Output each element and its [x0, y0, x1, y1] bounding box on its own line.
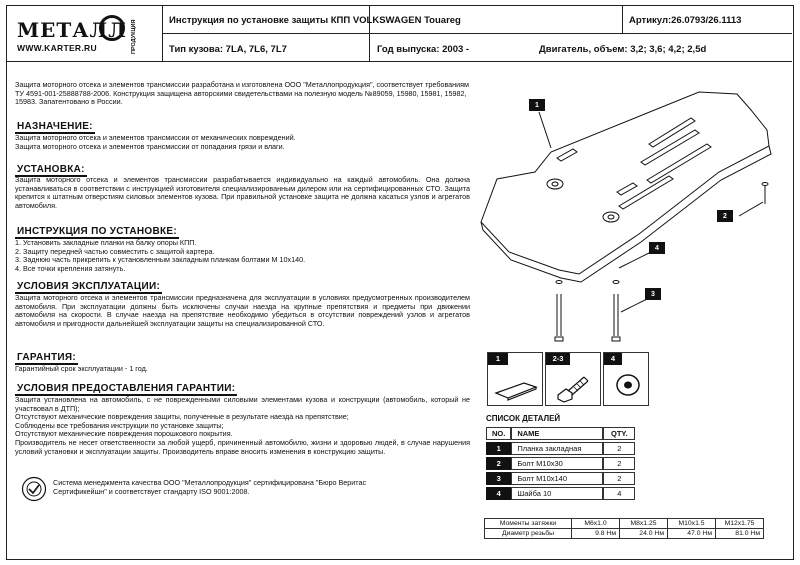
- certification-line: Система менеджмента качества ООО "Металлопродукция" сертифицирована "Бюро Веритас: [53, 478, 367, 487]
- part-no: 2: [486, 457, 511, 470]
- certification-line: Сертификейшн" и соответствует стандарту ISO 9001:2008.: [53, 487, 250, 496]
- warranty-conditions-text: [15, 396, 470, 456]
- operation-title: УСЛОВИЯ ЭКСПЛУАТАЦИИ:: [17, 281, 161, 292]
- logo-ring-icon: [99, 15, 125, 41]
- parts-table: [486, 425, 635, 502]
- article-number: Артикул:26.0793/26.1113: [629, 15, 742, 26]
- instruction-step: 2. Защиту передней частью совместить с защитой картера.: [15, 246, 215, 256]
- table-row: [486, 472, 635, 485]
- warranty-text: Гарантийный срок эксплуатации - 1 год.: [15, 364, 148, 373]
- operation-text: Защита моторного отсека и элементов трансмиссии предназначена для эксплуатации в условиях предусмотренных производителем автомобиля. При эксплуатации должны быть исключены случаи наезда на крупные препятствия и предметы при движении автомобиля на скорости. В случае наезда на препятствие необходимо убедиться в отсутствии повреждений узлов и агрегатов автомобиля и пригодности дальнейшей эксплуатации защиты на специализированной СТО.: [15, 293, 470, 328]
- table-row: [486, 442, 635, 455]
- plate-icon: [494, 371, 538, 401]
- part-card-number: 2-3: [546, 353, 570, 365]
- torque-table: [484, 518, 764, 539]
- part-qty: 2: [603, 457, 635, 470]
- torque-value: 24.0 Нм: [620, 529, 668, 539]
- header-divider: [163, 33, 792, 34]
- part-card-plate: [487, 352, 543, 406]
- callout-1: 1: [529, 99, 545, 111]
- instruction-step: 3. Заднюю часть прикрепить к установленным закладным планкам болтами М 10х140.: [15, 255, 306, 265]
- part-name: Шайба 10: [511, 487, 603, 500]
- parts-list-title: СПИСОК ДЕТАЛЕЙ: [486, 414, 561, 423]
- part-card-bolt: [545, 352, 601, 406]
- installation-text: Защита моторного отсека и элементов трансмиссии разрабатывается индивидуально на каждый автомобиль. Она должна устанавливаться в соответствии с инструкцией изготовителя специализированным дилером или на сертифицированных СТО. Защита крепится к штатным отверстиям силовых элементов кузова. При правильной установке защита не должна касаться узлов и агрегатов автомобиля.: [15, 175, 470, 210]
- engine: Двигатель, объем: 3,2; 3,6; 4,2; 2,5d: [539, 44, 707, 55]
- table-row: [486, 457, 635, 470]
- purpose-text: [15, 134, 470, 151]
- document-title: Инструкция по установке защиты КПП VOLKSWAGEN Touareg: [169, 15, 461, 26]
- purpose-line: Защита моторного отсека и элементов трансмиссии от попадания грязи и влаги.: [15, 141, 285, 151]
- parts-table-header: [486, 427, 635, 440]
- part-name: Болт М10х140: [511, 472, 603, 485]
- torque-row: [485, 529, 764, 539]
- callout-4: 4: [649, 242, 665, 254]
- condition-line: Отсутствуют механические повреждения порошкового покрытия.: [15, 429, 233, 439]
- header-name: NAME: [511, 427, 603, 440]
- condition-line: Производитель не несет ответственности за любой ущерб, причиненный автомобилю, жизни и здоровью людей, в случае нарушения условий установки и эксплуатации защиты. Производитель вправе вносить изменения в конструкцию защиты.: [15, 437, 470, 456]
- header: [7, 6, 792, 62]
- logo-side-text: ПРОДУКЦИЯ: [131, 19, 137, 54]
- thread-size: M6x1.0: [572, 519, 620, 529]
- logo-url: WWW.KARTER.RU: [17, 43, 97, 53]
- instructions-list: [15, 239, 470, 273]
- part-no: 1: [486, 442, 511, 455]
- part-qty: 2: [603, 472, 635, 485]
- part-card-number: 4: [604, 353, 622, 365]
- logo-wordmark: МЕТАЛЛ: [17, 18, 127, 42]
- instruction-step: 4. Все точки крепления затянуть.: [15, 263, 126, 273]
- torque-label: Моменты затяжки: [485, 519, 572, 529]
- condition-line: Отсутствуют механические повреждения защиты, полученные в результате наезда на препятствие;: [15, 412, 349, 422]
- thread-size: M12x1.75: [716, 519, 764, 529]
- part-card-number: 1: [488, 353, 508, 365]
- header-no: NO.: [486, 427, 511, 440]
- warranty-title: ГАРАНТИЯ:: [17, 352, 77, 363]
- torque-value: 9.8 Нм: [572, 529, 620, 539]
- body-type: Тип кузова: 7LA, 7L6, 7L7: [169, 44, 287, 55]
- condition-line: Соблюдены все требования инструкции по установке защиты;: [15, 420, 224, 430]
- callout-3: 3: [645, 288, 661, 300]
- purpose-title: НАЗНАЧЕНИЕ:: [17, 121, 93, 132]
- intro-text: Защита моторного отсека и элементов трансмиссии разработана и изготовлена ООО "Металлопродукция", соответствует требованиям ТУ 4591-001-25888788-2006. Конструкция защищена авторскими свидетельствами на полезную модель №89059, 15980, 15981, 15982, 15983. Запатентовано в России.: [15, 80, 469, 107]
- part-no: 4: [486, 487, 511, 500]
- header-divider: [622, 6, 623, 33]
- instruction-sheet: [6, 5, 794, 560]
- certification-text: [53, 478, 366, 496]
- instruction-step: 1. Установить закладные планки на балку опоры КПП.: [15, 238, 197, 247]
- bolt-icon: [554, 369, 594, 403]
- table-row: [486, 487, 635, 500]
- warranty-conditions-title: УСЛОВИЯ ПРЕДОСТАВЛЕНИЯ ГАРАНТИИ:: [17, 383, 236, 394]
- header-qty: QTY.: [603, 427, 635, 440]
- purpose-line: Защита моторного отсека и элементов трансмиссии от механических повреждений.: [15, 133, 296, 142]
- part-qty: 4: [603, 487, 635, 500]
- torque-row: [485, 519, 764, 529]
- thread-label: Диаметр резьбы: [485, 529, 572, 539]
- thread-size: M8x1.25: [620, 519, 668, 529]
- certification-seal-icon: [21, 476, 47, 502]
- torque-value: 81.0 Нм: [716, 529, 764, 539]
- washer-icon: [614, 371, 642, 399]
- part-name: Планка закладная: [511, 442, 603, 455]
- logo: [7, 6, 163, 61]
- part-no: 3: [486, 472, 511, 485]
- instructions-title: ИНСТРУКЦИЯ ПО УСТАНОВКЕ:: [17, 226, 177, 237]
- callout-2: 2: [717, 210, 733, 222]
- part-name: Болт М10х30: [511, 457, 603, 470]
- installation-title: УСТАНОВКА:: [17, 164, 85, 175]
- torque-value: 47.0 Нм: [668, 529, 716, 539]
- condition-line: Защита установлена на автомобиль, с не поврежденными силовыми элементами кузова и конструкции (автомобиль, который не участвовал в ДТП);: [15, 395, 470, 413]
- part-card-washer: [603, 352, 649, 406]
- thread-size: M10x1.5: [668, 519, 716, 529]
- part-qty: 2: [603, 442, 635, 455]
- year: Год выпуска: 2003 -: [377, 44, 470, 55]
- skid-plate-drawing: [469, 84, 791, 356]
